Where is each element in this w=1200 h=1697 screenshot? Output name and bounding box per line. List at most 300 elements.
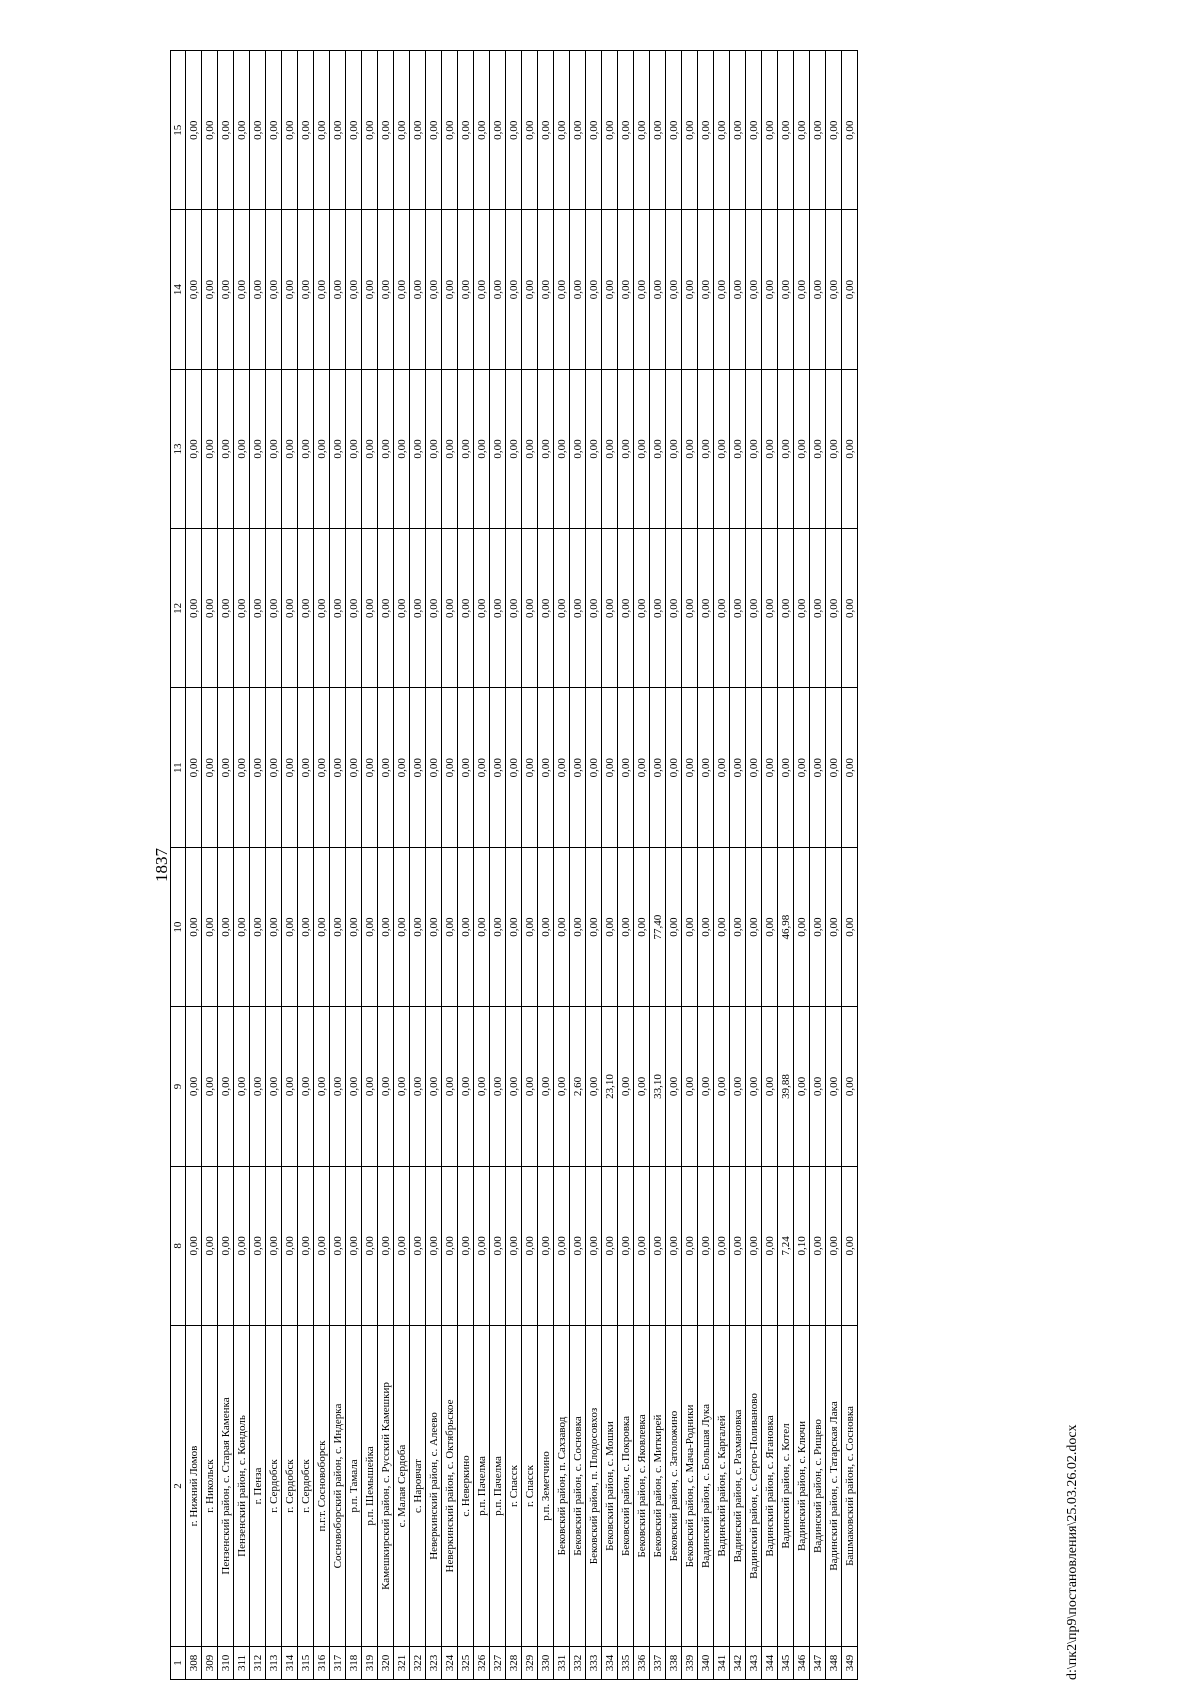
table-cell: 0,00 <box>250 529 266 688</box>
table-cell: 0,00 <box>250 1007 266 1166</box>
table-row <box>298 51 314 1680</box>
table-row <box>218 51 234 1680</box>
data-table <box>170 50 858 1680</box>
table-cell: 0,00 <box>762 1007 778 1166</box>
table-cell: 0,00 <box>314 847 330 1006</box>
table-cell: 0,00 <box>826 369 842 528</box>
table-cell: 0,00 <box>282 1007 298 1166</box>
table-cell: 0,00 <box>842 51 858 210</box>
table-cell: 328 <box>506 1647 522 1680</box>
table-cell: 0,00 <box>554 529 570 688</box>
table-cell: Бековский район, с. Мача-Родники <box>682 1326 698 1647</box>
table-cell: 0,00 <box>314 369 330 528</box>
table-cell: 0,00 <box>282 210 298 369</box>
table-cell: 0,00 <box>234 1007 250 1166</box>
table-cell: 0,00 <box>746 1007 762 1166</box>
table-cell: 0,00 <box>650 210 666 369</box>
table-cell: 0,00 <box>458 1166 474 1325</box>
table-row <box>522 51 538 1680</box>
table-cell: 329 <box>522 1647 538 1680</box>
table-cell: Вадинский район, с. Татарская Лака <box>826 1326 842 1647</box>
table-cell: 0,00 <box>410 210 426 369</box>
table-row <box>442 51 458 1680</box>
table-cell: 0,00 <box>218 51 234 210</box>
table-cell: 0,00 <box>218 369 234 528</box>
table-cell: 0,00 <box>330 210 346 369</box>
table-cell: 0,00 <box>538 369 554 528</box>
table-cell: 0,00 <box>474 210 490 369</box>
table-cell: Вадинский район, с. Рищево <box>810 1326 826 1647</box>
table-cell: 0,00 <box>634 688 650 847</box>
table-cell: 0,00 <box>202 369 218 528</box>
table-cell: 0,00 <box>586 369 602 528</box>
table-cell: 0,00 <box>346 688 362 847</box>
table-cell: 0,00 <box>234 847 250 1006</box>
table-cell: 0,00 <box>186 210 202 369</box>
table-cell: 0,00 <box>298 369 314 528</box>
table-cell: 0,00 <box>602 369 618 528</box>
table-cell: 0,00 <box>506 210 522 369</box>
table-cell: 0,00 <box>362 369 378 528</box>
table-cell: 0,00 <box>714 210 730 369</box>
table-cell: Сосновоборский район, с. Индерка <box>330 1326 346 1647</box>
table-cell: Вадинский район, с. Ключи <box>794 1326 810 1647</box>
table-row <box>794 51 810 1680</box>
table-cell: 0,00 <box>330 369 346 528</box>
table-cell: 0,00 <box>442 1007 458 1166</box>
table-cell: 0,00 <box>666 688 682 847</box>
table-cell: 0,00 <box>266 51 282 210</box>
table-cell: 0,00 <box>186 1007 202 1166</box>
table-cell: 0,00 <box>538 1007 554 1166</box>
table-cell: 0,00 <box>458 210 474 369</box>
table-cell: 0,00 <box>298 847 314 1006</box>
table-cell: 0,00 <box>490 51 506 210</box>
table-cell: 327 <box>490 1647 506 1680</box>
table-row <box>282 51 298 1680</box>
table-row <box>378 51 394 1680</box>
table-cell: 0,00 <box>810 51 826 210</box>
table-cell: 0,00 <box>714 688 730 847</box>
table-cell: 0,00 <box>426 688 442 847</box>
table-cell: 0,00 <box>458 51 474 210</box>
table-cell: 0,00 <box>506 1007 522 1166</box>
table-cell: 0,00 <box>458 369 474 528</box>
table-cell: 0,00 <box>746 847 762 1006</box>
table-cell: 0,00 <box>250 51 266 210</box>
table-cell: 0,00 <box>762 688 778 847</box>
table-row <box>554 51 570 1680</box>
table-cell: 0,00 <box>266 210 282 369</box>
table-cell: 0,00 <box>202 1007 218 1166</box>
table-row <box>314 51 330 1680</box>
header-cell: 9 <box>171 1007 186 1166</box>
table-cell: 0,00 <box>362 210 378 369</box>
table-row <box>666 51 682 1680</box>
table-cell: 0,00 <box>634 51 650 210</box>
table-row <box>506 51 522 1680</box>
table-cell: г. Сердобск <box>266 1326 282 1647</box>
table-cell: Вадинский район, с. Серго-Поливаново <box>746 1326 762 1647</box>
table-row <box>714 51 730 1680</box>
table-cell: 0,00 <box>666 369 682 528</box>
table-cell: 0,00 <box>666 529 682 688</box>
table-cell: 0,00 <box>298 688 314 847</box>
table-cell: 0,00 <box>202 688 218 847</box>
table-cell: 0,00 <box>826 688 842 847</box>
table-cell: п.г.т. Сосновоборск <box>314 1326 330 1647</box>
table-cell: 323 <box>426 1647 442 1680</box>
table-cell: 317 <box>330 1647 346 1680</box>
table-cell: 335 <box>618 1647 634 1680</box>
table-cell: 0,00 <box>586 847 602 1006</box>
table-cell: 0,00 <box>218 847 234 1006</box>
table-cell: 0,00 <box>362 847 378 1006</box>
table-cell: 0,00 <box>394 369 410 528</box>
table-cell: 0,00 <box>346 210 362 369</box>
table-cell: 321 <box>394 1647 410 1680</box>
table-row <box>826 51 842 1680</box>
table-cell: 0,00 <box>634 369 650 528</box>
table-cell: 0,00 <box>490 1007 506 1166</box>
table-cell: 0,00 <box>362 1166 378 1325</box>
table-cell: 322 <box>410 1647 426 1680</box>
table-cell: 0,00 <box>490 369 506 528</box>
table-cell: 0,00 <box>234 688 250 847</box>
table-cell: Башмаковский район, с. Сосновка <box>842 1326 858 1647</box>
table-cell: 0,00 <box>842 688 858 847</box>
table-cell: 0,00 <box>186 847 202 1006</box>
table-cell: 0,00 <box>746 51 762 210</box>
table-cell: 344 <box>762 1647 778 1680</box>
table-cell: 0,00 <box>602 210 618 369</box>
table-cell: 0,00 <box>458 1007 474 1166</box>
table-cell: 0,00 <box>602 1166 618 1325</box>
table-row <box>250 51 266 1680</box>
table-cell: г. Пенза <box>250 1326 266 1647</box>
table-cell: 0,00 <box>522 210 538 369</box>
table-cell: 0,00 <box>378 688 394 847</box>
table-cell: г. Спасск <box>506 1326 522 1647</box>
table-row <box>490 51 506 1680</box>
table-cell: 0,00 <box>698 1007 714 1166</box>
table-row <box>650 51 666 1680</box>
table-cell: р.п. Земетчино <box>538 1326 554 1647</box>
table-cell: 343 <box>746 1647 762 1680</box>
table-row <box>426 51 442 1680</box>
table-cell: 0,00 <box>314 51 330 210</box>
table-cell: 0,00 <box>714 529 730 688</box>
table-cell: 0,00 <box>650 529 666 688</box>
table-row <box>202 51 218 1680</box>
table-cell: с. Малая Сердоба <box>394 1326 410 1647</box>
table-cell: 0,00 <box>282 847 298 1006</box>
table-cell: 0,00 <box>234 210 250 369</box>
table-cell: 0,00 <box>794 529 810 688</box>
table-cell: 0,00 <box>330 529 346 688</box>
table-cell: 0,00 <box>714 847 730 1006</box>
table-cell: 0,00 <box>522 529 538 688</box>
table-cell: 0,00 <box>826 847 842 1006</box>
table-cell: г. Никольск <box>202 1326 218 1647</box>
table-cell: Пензенский район, с. Старая Каменка <box>218 1326 234 1647</box>
table-cell: 0,00 <box>554 51 570 210</box>
table-cell: 0,00 <box>506 529 522 688</box>
table-cell: 0,00 <box>474 369 490 528</box>
table-cell: 0,00 <box>522 1007 538 1166</box>
header-cell: 11 <box>171 688 186 847</box>
table-cell: 0,00 <box>650 369 666 528</box>
table-cell: 0,00 <box>842 529 858 688</box>
table-cell: 33,10 <box>650 1007 666 1166</box>
table-cell: 0,00 <box>778 529 794 688</box>
table-cell: 0,00 <box>378 1007 394 1166</box>
table-cell: 0,00 <box>810 1166 826 1325</box>
table-cell: 0,00 <box>186 1166 202 1325</box>
table-cell: 0,00 <box>682 51 698 210</box>
table-cell: 0,00 <box>346 1166 362 1325</box>
table-cell: 0,00 <box>778 369 794 528</box>
table-row <box>698 51 714 1680</box>
table-cell: 0,00 <box>346 529 362 688</box>
table-cell: 334 <box>602 1647 618 1680</box>
table-row <box>538 51 554 1680</box>
table-cell: 0,00 <box>730 1166 746 1325</box>
table-cell: 0,00 <box>746 529 762 688</box>
table-cell: 0,00 <box>666 51 682 210</box>
table-cell: 0,00 <box>490 529 506 688</box>
table-cell: Бековский район, с. Сосновка <box>570 1326 586 1647</box>
table-cell: 0,00 <box>506 51 522 210</box>
table-row <box>234 51 250 1680</box>
table-cell: 0,00 <box>730 51 746 210</box>
table-cell: 348 <box>826 1647 842 1680</box>
table-cell: 0,00 <box>186 369 202 528</box>
table-cell: 0,00 <box>282 529 298 688</box>
table-cell: 0,00 <box>794 847 810 1006</box>
table-cell: 0,00 <box>394 847 410 1006</box>
table-cell: 318 <box>346 1647 362 1680</box>
table-cell: 0,00 <box>218 210 234 369</box>
table-cell: 0,00 <box>810 529 826 688</box>
table-cell: 2,60 <box>570 1007 586 1166</box>
table-cell: 0,00 <box>762 847 778 1006</box>
table-cell: 23,10 <box>602 1007 618 1166</box>
table-cell: 0,00 <box>426 1007 442 1166</box>
table-row <box>410 51 426 1680</box>
table-cell: 0,00 <box>378 210 394 369</box>
table-cell: 0,00 <box>698 369 714 528</box>
table-cell: 0,00 <box>330 51 346 210</box>
table-cell: 0,00 <box>522 688 538 847</box>
table-cell: 0,00 <box>602 51 618 210</box>
table-cell: р.п. Тамала <box>346 1326 362 1647</box>
table-cell: 0,00 <box>618 529 634 688</box>
table-cell: 0,00 <box>810 847 826 1006</box>
table-cell: 0,00 <box>346 51 362 210</box>
table-cell: 0,00 <box>314 210 330 369</box>
table-cell: 0,00 <box>378 1166 394 1325</box>
table-cell: Неверкинский район, с. Октябрьское <box>442 1326 458 1647</box>
table-cell: 0,00 <box>586 51 602 210</box>
table-cell: 0,00 <box>202 529 218 688</box>
table-cell: 0,00 <box>698 847 714 1006</box>
table-cell: 0,00 <box>682 369 698 528</box>
table-cell: 0,00 <box>330 688 346 847</box>
table-cell: 324 <box>442 1647 458 1680</box>
table-cell: 0,00 <box>842 210 858 369</box>
table-cell: 0,00 <box>218 1007 234 1166</box>
table-cell: Бековский район, п. Плодосовхоз <box>586 1326 602 1647</box>
table-cell: 0,00 <box>794 210 810 369</box>
table-cell: 0,00 <box>458 847 474 1006</box>
table-row <box>762 51 778 1680</box>
table-cell: 0,00 <box>570 210 586 369</box>
table-cell: 0,00 <box>298 51 314 210</box>
table-cell: 0,00 <box>362 1007 378 1166</box>
table-cell: Вадинский район, с. Ягановка <box>762 1326 778 1647</box>
table-cell: 0,00 <box>826 210 842 369</box>
table-cell: 0,00 <box>570 847 586 1006</box>
table-cell: 0,00 <box>746 688 762 847</box>
table-cell: 0,00 <box>426 210 442 369</box>
table-row <box>266 51 282 1680</box>
table-cell: 0,00 <box>826 1166 842 1325</box>
table-row <box>458 51 474 1680</box>
table-cell: 0,00 <box>490 210 506 369</box>
table-cell: 0,00 <box>474 847 490 1006</box>
header-cell: 12 <box>171 529 186 688</box>
table-cell: 310 <box>218 1647 234 1680</box>
table-body <box>171 51 858 1680</box>
table-cell: 0,00 <box>410 847 426 1006</box>
table-cell: 0,00 <box>250 210 266 369</box>
table-cell: 0,00 <box>618 369 634 528</box>
table-cell: 0,00 <box>666 847 682 1006</box>
table-cell: 0,00 <box>570 688 586 847</box>
table-cell: 0,00 <box>842 847 858 1006</box>
table-cell: Вадинский район, с. Котел <box>778 1326 794 1647</box>
table-cell: 314 <box>282 1647 298 1680</box>
table-cell: 0,00 <box>426 51 442 210</box>
table-cell: 347 <box>810 1647 826 1680</box>
table-cell: 0,00 <box>810 210 826 369</box>
table-cell: 0,00 <box>202 847 218 1006</box>
table-cell: 0,00 <box>506 688 522 847</box>
table-cell: 0,00 <box>474 529 490 688</box>
table-cell: 0,00 <box>426 847 442 1006</box>
table-cell: Бековский район, с. Мошки <box>602 1326 618 1647</box>
table-cell: 0,00 <box>234 51 250 210</box>
table-cell: 0,00 <box>474 688 490 847</box>
table-cell: 0,00 <box>314 688 330 847</box>
table-cell: с. Неверкино <box>458 1326 474 1647</box>
table-cell: 0,00 <box>378 529 394 688</box>
header-cell: 2 <box>171 1326 186 1647</box>
table-cell: 0,00 <box>826 1007 842 1166</box>
table-cell: 0,00 <box>362 688 378 847</box>
table-cell: 0,00 <box>314 1007 330 1166</box>
table-cell: 0,00 <box>426 529 442 688</box>
table-cell: 0,00 <box>202 1166 218 1325</box>
table-cell: 46,98 <box>778 847 794 1006</box>
table-cell: 0,00 <box>746 210 762 369</box>
table-cell: 312 <box>250 1647 266 1680</box>
table-cell: 0,00 <box>762 210 778 369</box>
table-header-row <box>171 51 186 1680</box>
table-cell: 0,00 <box>778 210 794 369</box>
page-number: 1837 <box>152 848 171 882</box>
table-cell: 0,00 <box>282 688 298 847</box>
table-cell: 342 <box>730 1647 746 1680</box>
table-cell: 319 <box>362 1647 378 1680</box>
table-cell: 336 <box>634 1647 650 1680</box>
table-row <box>618 51 634 1680</box>
table-cell: 0,00 <box>202 210 218 369</box>
table-cell: 0,00 <box>794 688 810 847</box>
table-cell: 0,00 <box>218 529 234 688</box>
table-cell: 0,00 <box>362 51 378 210</box>
table-cell: 0,00 <box>346 369 362 528</box>
header-cell: 15 <box>171 51 186 210</box>
table-cell: 0,00 <box>538 847 554 1006</box>
table-cell: 316 <box>314 1647 330 1680</box>
table-cell: Бековский район, с. Миткирей <box>650 1326 666 1647</box>
table-cell: р.п. Шемышейка <box>362 1326 378 1647</box>
table-cell: 0,00 <box>586 210 602 369</box>
table-cell: 0,00 <box>634 210 650 369</box>
table-cell: 0,00 <box>458 529 474 688</box>
table-cell: 0,10 <box>794 1166 810 1325</box>
table-cell: 0,00 <box>746 369 762 528</box>
table-cell: 0,00 <box>394 51 410 210</box>
table-cell: 0,00 <box>282 369 298 528</box>
table-cell: 0,00 <box>618 51 634 210</box>
table-cell: 0,00 <box>730 688 746 847</box>
table-cell: 0,00 <box>762 51 778 210</box>
table-row <box>634 51 650 1680</box>
table-cell: 313 <box>266 1647 282 1680</box>
table-cell: 0,00 <box>410 529 426 688</box>
table-cell: 333 <box>586 1647 602 1680</box>
table-cell: 0,00 <box>282 51 298 210</box>
table-cell: 0,00 <box>618 1007 634 1166</box>
table-cell: 39,88 <box>778 1007 794 1166</box>
table-cell: 0,00 <box>186 529 202 688</box>
rotated-page <box>152 50 1170 1680</box>
table-cell: 0,00 <box>682 1166 698 1325</box>
table-cell: р.п. Пачелма <box>490 1326 506 1647</box>
table-cell: 341 <box>714 1647 730 1680</box>
table-cell: 0,00 <box>538 688 554 847</box>
table-cell: 0,00 <box>810 688 826 847</box>
table-cell: 0,00 <box>746 1166 762 1325</box>
table-cell: 0,00 <box>266 1166 282 1325</box>
table-cell: 0,00 <box>394 1166 410 1325</box>
table-row <box>778 51 794 1680</box>
table-cell: г. Сердобск <box>298 1326 314 1647</box>
table-cell: 0,00 <box>298 529 314 688</box>
table-cell: 0,00 <box>794 1007 810 1166</box>
table-cell: 330 <box>538 1647 554 1680</box>
table-cell: 0,00 <box>682 529 698 688</box>
table-cell: 0,00 <box>714 51 730 210</box>
table-cell: 0,00 <box>586 1007 602 1166</box>
table-cell: 0,00 <box>410 369 426 528</box>
table-cell: 0,00 <box>698 51 714 210</box>
table-cell: Бековский район, п. Сахзавод <box>554 1326 570 1647</box>
table-cell: 0,00 <box>234 1166 250 1325</box>
